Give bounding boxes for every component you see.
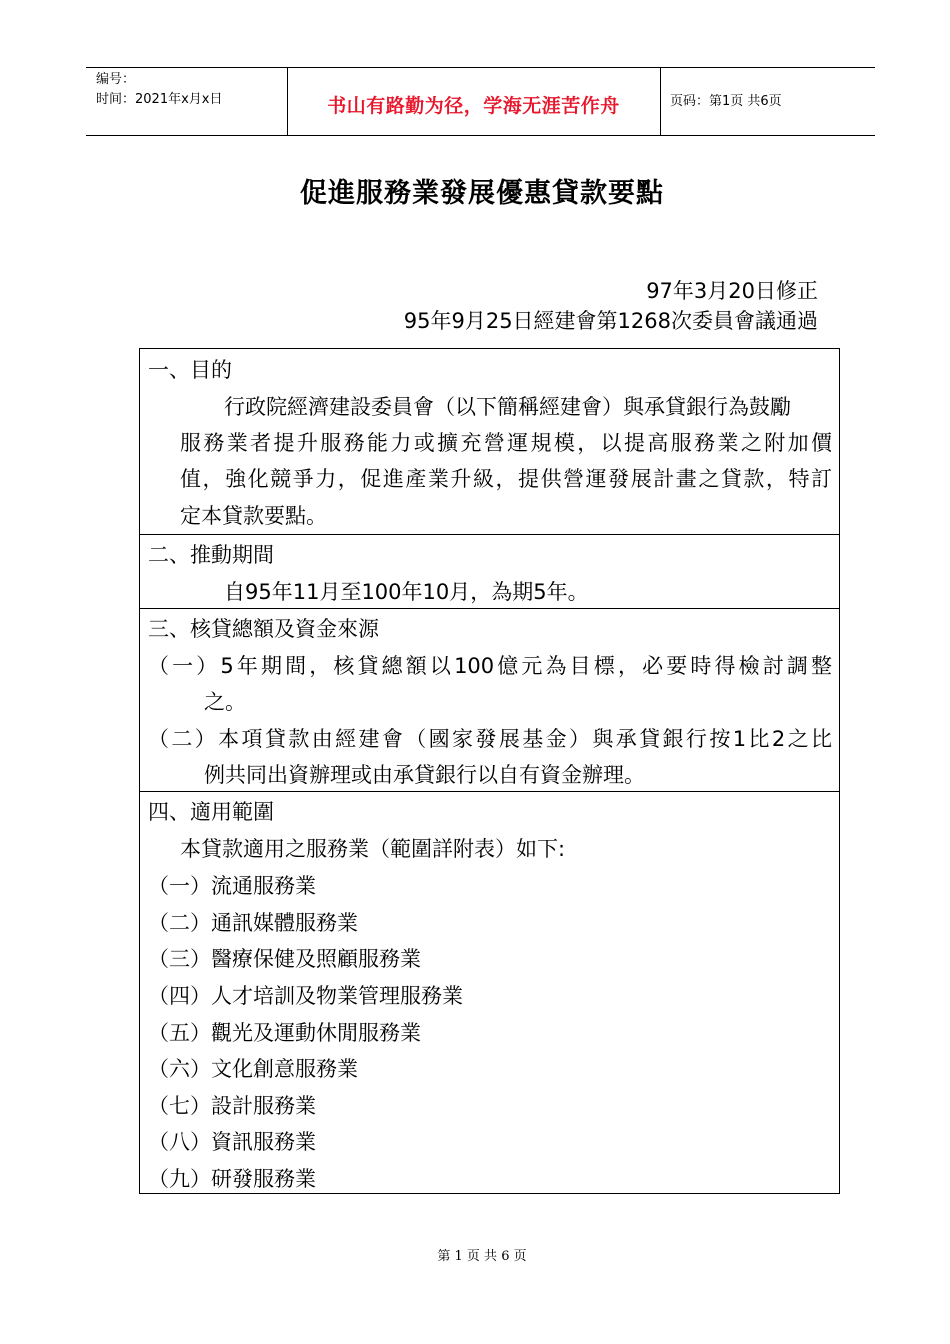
section-3-item-2-line-1: （二）本項貸款由經建會（國家發展基金）與承貸銀行按1比2之比 bbox=[148, 727, 832, 751]
header-motto: 书山有路勤为径，学海无涯苦作舟 bbox=[327, 95, 620, 117]
header-time-label: 时间：2021年x月x日 bbox=[96, 92, 223, 107]
section-4-item: （八）資訊服務業 bbox=[148, 1130, 316, 1154]
section-4-heading: 四、適用範圍 bbox=[148, 800, 274, 824]
section-3-item-1-line-1: （一）5年期間，核貸總額以100億元為目標，必要時得檢討調整 bbox=[148, 654, 832, 678]
page-footer: 第 1 页 共 6 页 bbox=[437, 1249, 527, 1264]
section-2-heading: 二、推動期間 bbox=[148, 543, 274, 567]
section-2-text: 自95年11月至100年10月，為期5年。 bbox=[224, 580, 589, 604]
section-4-item: （三）醫療保健及照顧服務業 bbox=[148, 947, 421, 971]
section-3-item-2-line-2: 例共同出資辦理或由承貸銀行以自有資金辦理。 bbox=[204, 763, 645, 787]
revision-passed: 95年9月25日經建會第1268次委員會議通過 bbox=[403, 309, 818, 333]
header-page-label: 页码：第1页 共6页 bbox=[670, 94, 782, 109]
header-top-rule bbox=[86, 67, 875, 68]
section-4-item: （二）通訊媒體服務業 bbox=[148, 911, 358, 935]
content-table bbox=[139, 348, 840, 1194]
section-4-item: （九）研發服務業 bbox=[148, 1167, 316, 1191]
section-divider bbox=[140, 534, 839, 535]
section-4-item: （四）人才培訓及物業管理服務業 bbox=[148, 984, 463, 1008]
section-1-line-2: 服務業者提升服務能力或擴充營運規模，以提高服務業之附加價 bbox=[180, 431, 832, 455]
section-1-line-4: 定本貸款要點。 bbox=[180, 504, 327, 528]
section-4-item: （六）文化創意服務業 bbox=[148, 1057, 358, 1081]
header-divider-right bbox=[660, 67, 661, 135]
document-title: 促進服務業發展優惠貸款要點 bbox=[300, 178, 664, 209]
header-bottom-rule bbox=[86, 135, 875, 136]
revision-amended: 97年3月20日修正 bbox=[646, 279, 818, 303]
section-1-heading: 一、目的 bbox=[148, 358, 232, 382]
section-1-line-1: 行政院經濟建設委員會（以下簡稱經建會）與承貸銀行為鼓勵 bbox=[224, 395, 791, 419]
section-3-item-1-line-2: 之。 bbox=[204, 690, 246, 714]
section-4-intro: 本貸款適用之服務業（範圍詳附表）如下: bbox=[180, 837, 566, 861]
section-1-line-3: 值，強化競爭力，促進產業升級，提供營運發展計畫之貸款，特訂 bbox=[180, 467, 832, 491]
section-4-item: （七）設計服務業 bbox=[148, 1094, 316, 1118]
section-4-item: （五）觀光及運動休閒服務業 bbox=[148, 1021, 421, 1045]
header-number-label: 编号： bbox=[96, 72, 136, 87]
section-3-heading: 三、核貸總額及資金來源 bbox=[148, 617, 379, 641]
section-4-item: （一）流通服務業 bbox=[148, 874, 316, 898]
